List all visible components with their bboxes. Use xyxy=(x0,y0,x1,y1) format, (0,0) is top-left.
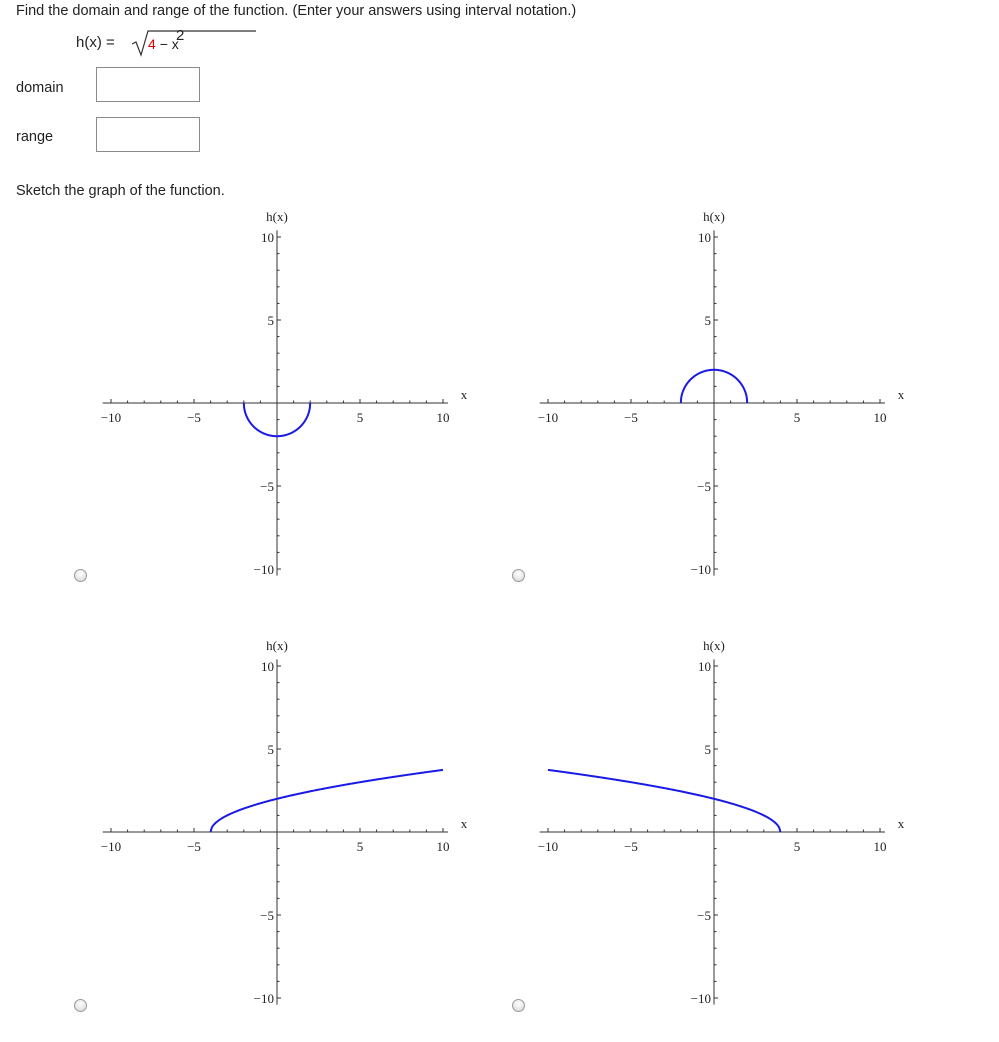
x-tick-label: −5 xyxy=(624,839,638,854)
function-curve xyxy=(211,770,443,832)
x-tick-label: −5 xyxy=(187,839,201,854)
x-tick-label: 5 xyxy=(356,410,364,425)
x-tick-label: −10 xyxy=(537,839,559,854)
radicand-rest: − x xyxy=(159,36,179,52)
domain-input[interactable] xyxy=(96,67,200,102)
y-axis-label: h(x) xyxy=(703,638,725,653)
range-label: range xyxy=(16,129,54,145)
x-axis-label: x xyxy=(460,816,468,831)
x-tick-label: 10 xyxy=(436,839,450,854)
y-tick-label: −5 xyxy=(697,908,711,923)
radicand-constant: 4 xyxy=(148,36,156,52)
y-axis-label: h(x) xyxy=(266,638,288,653)
y-tick-label: 5 xyxy=(704,742,711,757)
graph-option-4 xyxy=(514,622,934,1042)
y-tick-label: −10 xyxy=(690,991,711,1006)
question-prompt: Find the domain and range of the function. (Enter your answers using interval notation.) xyxy=(16,3,577,19)
x-tick-label: 5 xyxy=(793,839,801,854)
exponent: 2 xyxy=(176,27,185,44)
x-axis-label: x xyxy=(897,816,905,831)
graph-option-3-radio[interactable] xyxy=(74,999,87,1012)
y-tick-label: −10 xyxy=(253,562,274,577)
function-lhs: h(x) = xyxy=(76,34,115,51)
y-tick-label: −10 xyxy=(690,562,711,577)
domain-label: domain xyxy=(16,80,64,96)
y-axis-label: h(x) xyxy=(703,209,725,224)
y-tick-label: 10 xyxy=(261,659,274,674)
x-tick-label: −10 xyxy=(100,410,122,425)
y-axis-label: h(x) xyxy=(266,209,288,224)
y-tick-label: −10 xyxy=(253,991,274,1006)
y-tick-label: −5 xyxy=(260,479,274,494)
graph-option-1 xyxy=(77,193,497,613)
x-tick-label: 10 xyxy=(436,410,450,425)
y-tick-label: 5 xyxy=(267,742,274,757)
function-curve xyxy=(548,770,780,832)
x-axis-label: x xyxy=(460,387,468,402)
sketch-prompt: Sketch the graph of the function. xyxy=(16,183,225,199)
y-tick-label: 10 xyxy=(261,230,274,245)
x-tick-label: −5 xyxy=(187,410,201,425)
graph-option-4-radio[interactable] xyxy=(512,999,525,1012)
x-tick-label: 10 xyxy=(873,410,887,425)
graph-option-1-radio[interactable] xyxy=(74,569,87,582)
x-tick-label: −10 xyxy=(537,410,559,425)
graph-option-2-radio[interactable] xyxy=(512,569,525,582)
x-tick-label: 5 xyxy=(356,839,364,854)
y-tick-label: 5 xyxy=(704,313,711,328)
x-tick-label: −10 xyxy=(100,839,122,854)
x-axis-label: x xyxy=(897,387,905,402)
x-tick-label: 10 xyxy=(873,839,887,854)
y-tick-label: 10 xyxy=(698,230,711,245)
x-tick-label: 5 xyxy=(793,410,801,425)
graph-option-3 xyxy=(77,622,497,1042)
graph-option-2 xyxy=(514,193,934,613)
y-tick-label: 5 xyxy=(267,313,274,328)
y-tick-label: −5 xyxy=(697,479,711,494)
range-input[interactable] xyxy=(96,117,200,152)
radicand xyxy=(148,36,179,52)
x-tick-label: −5 xyxy=(624,410,638,425)
y-tick-label: 10 xyxy=(698,659,711,674)
y-tick-label: −5 xyxy=(260,908,274,923)
